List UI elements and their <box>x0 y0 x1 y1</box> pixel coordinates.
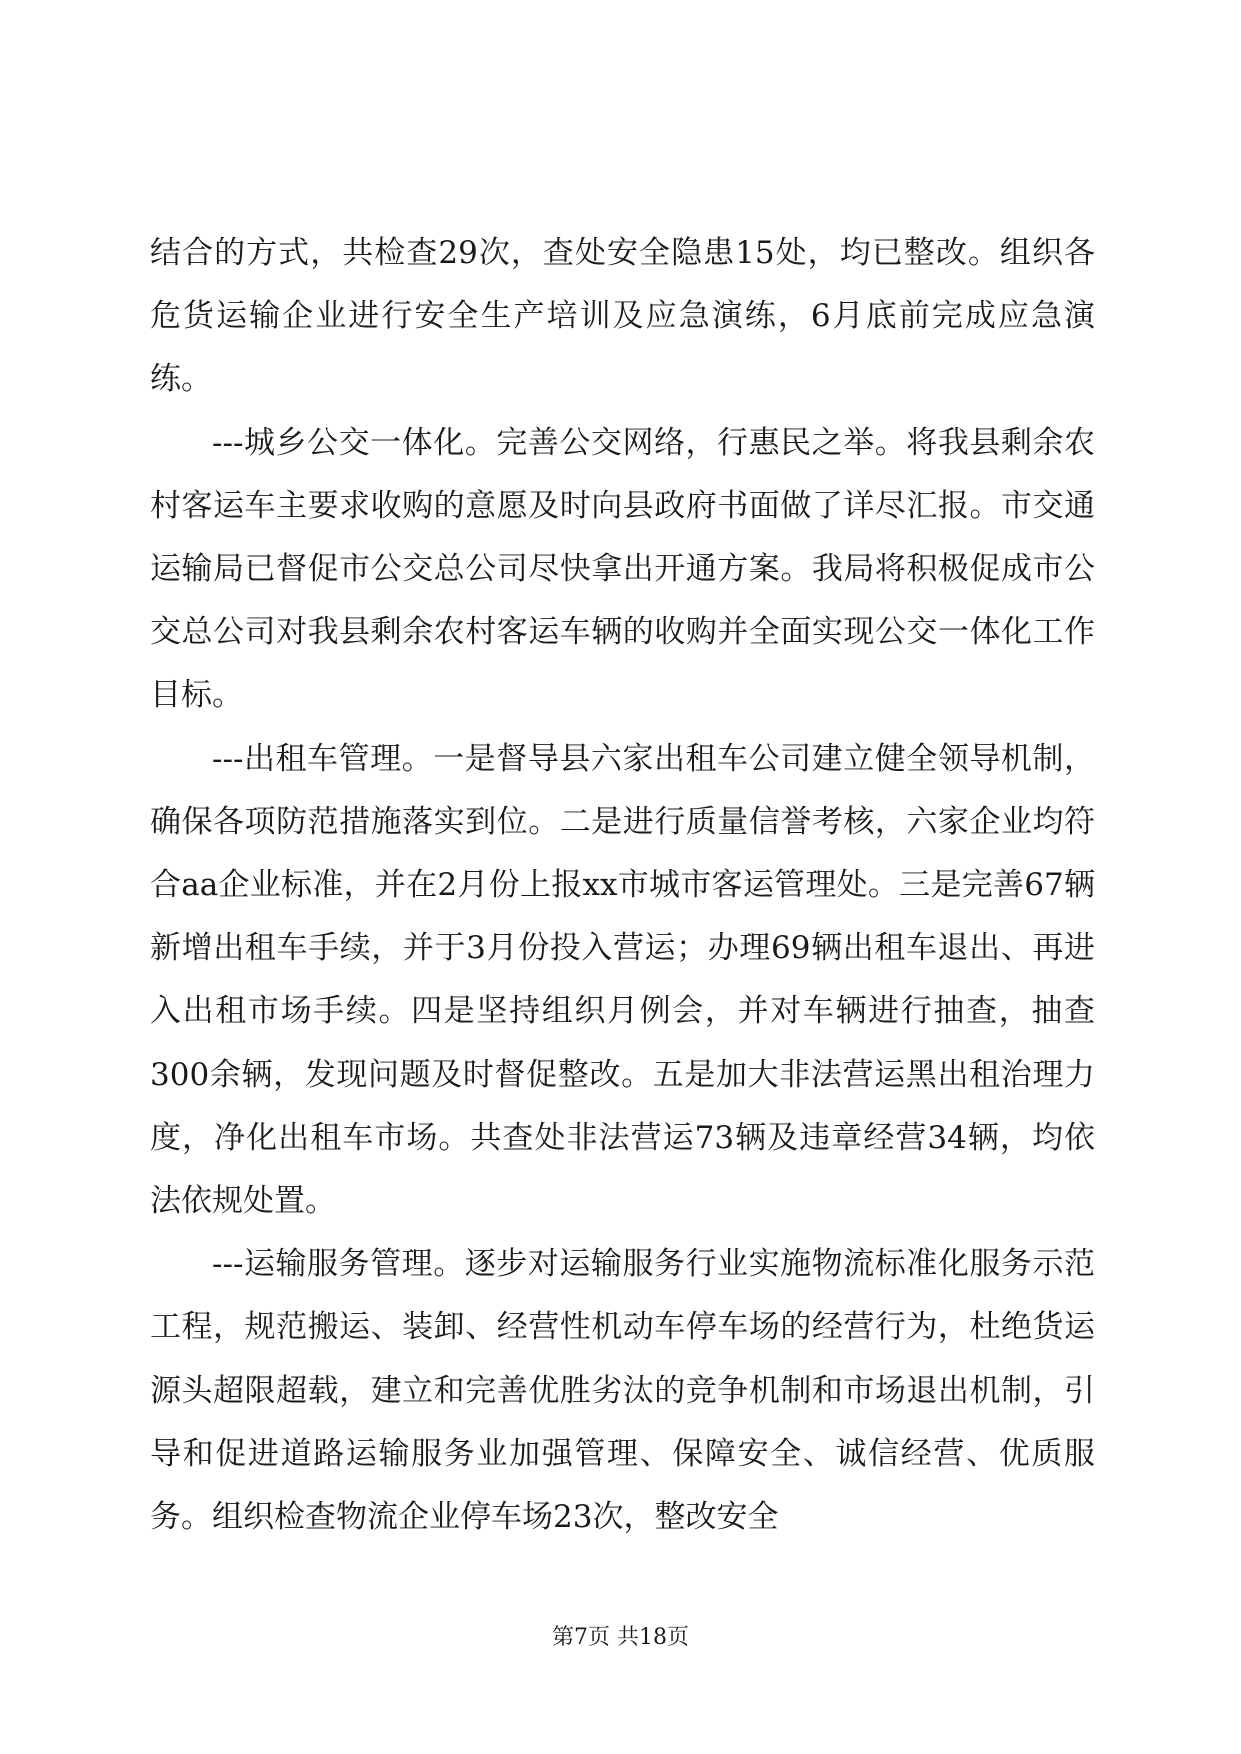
document-body <box>150 222 1095 1549</box>
paragraph-continuation: 结合的方式，共检查29次，查处安全隐患15处，均已整改。组织各危货运输企业进行安全生产培训及应急演练，6月底前完成应急演练。 <box>150 235 1095 398</box>
paragraph-taxi-management: ---出租车管理。一是督导县六家出租车公司建立健全领导机制，确保各项防范措施落实到位。二是进行质量信誉考核，六家企业均符合aa企业标准，并在2月份上报xx市城市客运管理处。三是完善67辆新增出租车手续，并于3月份投入营运；办理69辆出租车退出、再进入出租市场手续。四是坚持组织月例会，并对车辆进行抽查，抽查300余辆，发现问题及时督促整改。五是加大非法营运黑出租治理力度，净化出租车市场。共查处非法营运73辆及违章经营34辆，均依法依规处置。 <box>150 740 1095 1220</box>
paragraph-transport-service: ---运输服务管理。逐步对运输服务行业实施物流标准化服务示范工程，规范搬运、装卸、经营性机动车停车场的经营行为，杜绝货运源头超限超载，建立和完善优胜劣汰的竞争机制和市场退出机制，引导和促进道路运输服务业加强管理、保障安全、诚信经营、优质服务。组织检查物流企业停车场23次，整改安全 <box>150 1246 1095 1536</box>
page-number-footer: 第7页 共18页 <box>552 1625 689 1650</box>
paragraph-urban-rural-bus: ---城乡公交一体化。完善公交网络，行惠民之举。将我县剩余农村客运车主要求收购的意愿及时向县政府书面做了详尽汇报。市交通运输局已督促市公交总公司尽快拿出开通方案。我局将积极促成市公交总公司对我县剩余农村客运车辆的收购并全面实现公交一体化工作目标。 <box>150 424 1095 714</box>
